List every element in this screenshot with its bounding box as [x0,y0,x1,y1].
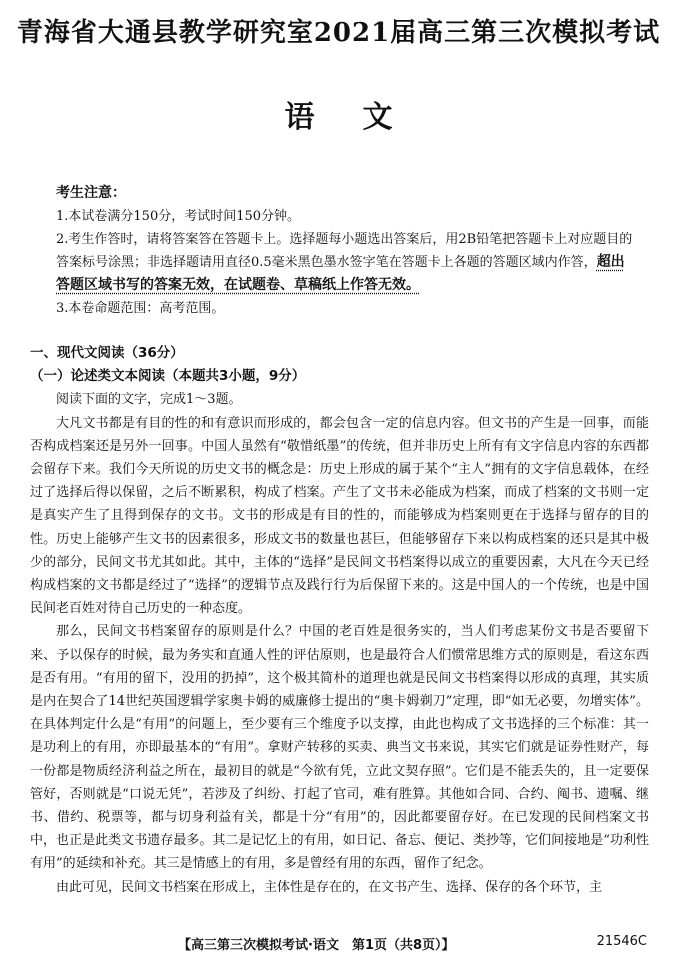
passage-paragraph: 那么，民间文书档案留存的原则是什么？中国的老百姓是很务实的，当人们考虑某份文书是否要留下来、予以保存的时候，最为务实和直通人性的评估原则，也是最符合人们惯常思维方式的原则是，看这东西是否有用。“有用的留下，没用的扔掉”，这个极其简朴的道理也就是民间文书档案得以形成的真理，其实质是内在契合了14世纪英国逻辑学家奥卡姆的威廉修士提出的“奥卡姆剃刀”定理，即“如无必要，勿增实体”。在具体判定什么是“有用”的问题上，至少要有三个维度予以支撑，由此也构成了文书选择的三个标准：其一是功利上的有用，亦即最基本的“有用”。拿财产转移的买卖、典当文书来说，其实它们就是证券性财产，每一份都是物质经济利益之所在，最初目的就是“今欲有凭，立此文契存照”。它们是不能丢失的，且一定要保管好，否则就是“口说无凭”，若涉及了纠纷、打起了官司，难有胜算。其他如合同、合约、阄书、遗嘱、继书、借约、税票等，都与切身利益有关，都是十分“有用”的，因此都要留存好。在已发现的民间档案文书中，也正是此类文书遗存最多。其二是记忆上的有用，如日记、备忘、便记、类抄等，它们间接地是“功利性有用”的延续和补充。其三是情感上的有用，多是曾经有用的东西，留作了纪念。 [30,624,649,872]
part-heading: 一、现代文阅读（36分） [30,345,184,361]
passage-paragraph: 大凡文书都是有目的性的和有意识而形成的，都会包含一定的信息内容。但文书的产生是一回事，而能否构成档案还是另外一回事。中国人虽然有“敬惜纸墨”的传统，但并非历史上所有有文字信息内容的东西都会留存下来。我们今天所说的历史文书的概念是：历史上形成的属于某个“主人”拥有的文字信息载体，在经过了选择后得以保留，之后不断累积，构成了档案。产生了文书未必能成为档案，而成了档案的文书则一定是真实产生了且得到保存的文书。文书的形成是有目的性的，而能够成为档案则更在于选择与留存的目的性。历史上能够产生文书的因素很多，形成文书的数量也甚巨，但能够留存下来以构成档案的还只是其中极少的部分，民间文书尤其如此。其中，主体的“选择”是民间文书档案得以成立的重要因素，大凡在今天已经构成档案的文书都是经过了“选择”的逻辑节点及践行行为后保留下来的。这是中国人的一个传统，也是中国民间老百姓对待自己历史的一种态度。 [30,415,649,617]
notice-item [56,228,637,297]
exam-title: 青海省大通县教学研究室2021届高三第三次模拟考试 [16,18,661,48]
sub-heading: （一）论述类文本阅读（本题共3小题，9分） [30,368,306,385]
reading-section [30,342,649,899]
notice-item-text: 2.考生作答时，请将答案答在答题卡上。选择题每小题选出答案后，用2B铅笔把答题卡上对应题目的答案标号涂黑；非选择题请用直径0.5毫米黑色墨水签字笔在答题卡上各题的答题区域内作答， [56,232,633,270]
notice-heading: 考生注意： [56,185,126,201]
footer-page-info: 【高三第三次模拟考试·语文 第1页（共8页）】 [178,938,455,953]
notice-emphasis: 超出答题区域书写的答案无效，在试题卷、草稿纸上作答无效。 [56,254,625,293]
notice-block [56,182,637,320]
instruction: 阅读下面的文字，完成1～3题。 [56,392,242,408]
subject-title: 语文 [284,100,441,135]
notice-item: 3.本卷命题范围：高考范围。 [56,301,225,316]
passage-paragraph: 由此可见，民间文书档案在形成上，主体性是存在的，在文书产生、选择、保存的各个环节，主 [56,879,603,895]
footer-code: 21546C [596,934,647,949]
notice-item: 1.本试卷满分150分，考试时间150分钟。 [56,209,301,224]
